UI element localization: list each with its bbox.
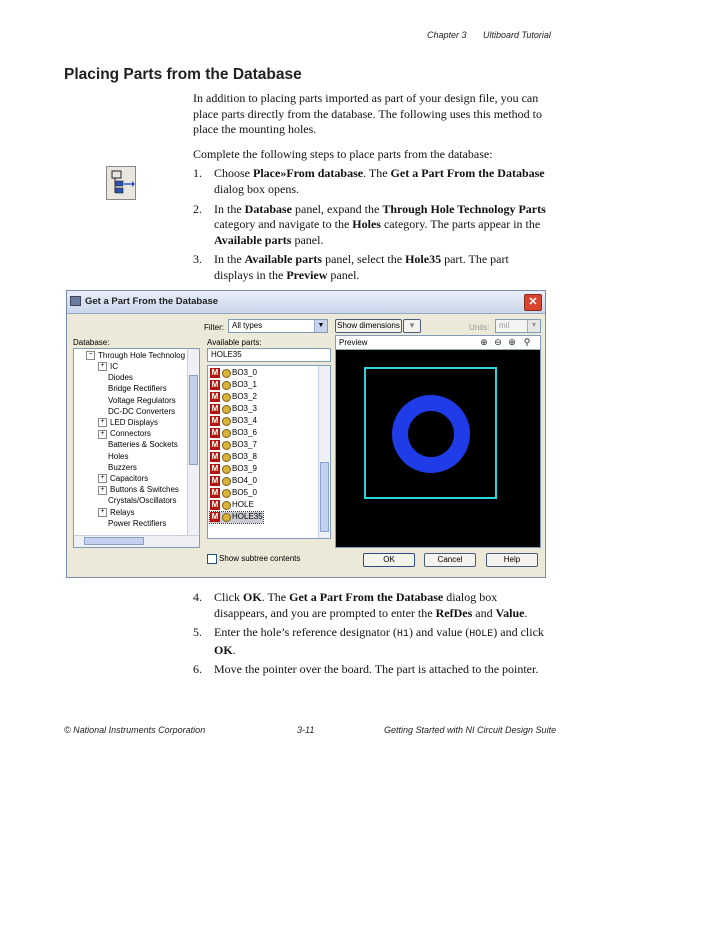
code-term: H1 xyxy=(396,629,409,641)
bold-term: Get a Part From the Database xyxy=(390,166,545,181)
step-number: 2. xyxy=(193,201,202,216)
tree-item-label: Power Rectifiers xyxy=(108,518,167,528)
tree-item[interactable] xyxy=(100,362,118,371)
step-item xyxy=(193,252,551,283)
step-number: 6. xyxy=(193,662,202,677)
step-text: ) and click xyxy=(493,625,544,640)
step-text: . The xyxy=(261,590,290,604)
part-row[interactable] xyxy=(210,500,254,511)
tree-scroll-thumb[interactable] xyxy=(189,375,198,465)
tree-item[interactable] xyxy=(108,440,178,449)
header-chapter: Chapter 3 xyxy=(427,30,467,40)
bold-term: Preview xyxy=(286,267,328,282)
preview-panel xyxy=(335,335,541,548)
bold-term: Place»From database xyxy=(253,166,364,181)
steps-block-b xyxy=(193,590,551,682)
steps-list-b xyxy=(193,590,551,678)
step-item xyxy=(193,166,551,197)
part-m-icon: M xyxy=(211,512,219,521)
footer-book-title: Getting Started with NI Circuit Design Suite xyxy=(384,725,557,735)
step-number: 1. xyxy=(193,166,202,181)
tree-item[interactable] xyxy=(108,384,167,393)
part-row[interactable] xyxy=(210,488,257,499)
tree-item[interactable] xyxy=(100,507,135,517)
tree-item[interactable] xyxy=(108,496,176,505)
part-row[interactable] xyxy=(210,452,257,463)
bold-term: Hole35 xyxy=(405,252,442,267)
part-m-icon: M xyxy=(211,500,219,509)
tree-item-label: LED Displays xyxy=(110,418,159,427)
bold-term: OK xyxy=(243,590,262,604)
expand-icon[interactable]: + xyxy=(98,486,107,495)
zoom-window-icon[interactable]: ⚲ xyxy=(523,337,531,347)
tree-item[interactable] xyxy=(100,429,151,439)
part-m-icon: M xyxy=(211,380,219,389)
tree-item-label: Batteries & Sockets xyxy=(108,440,178,450)
tree-item-label: Buzzers xyxy=(108,462,137,472)
tree-item[interactable] xyxy=(108,407,175,416)
units-chevron-icon: ▼ xyxy=(527,320,540,332)
header-book-title: Ultiboard Tutorial xyxy=(483,30,551,40)
part-m-icon: M xyxy=(211,440,219,449)
parts-vertical-scrollbar[interactable] xyxy=(318,366,330,538)
part-row[interactable] xyxy=(210,368,257,379)
part-row[interactable] xyxy=(210,392,257,403)
bold-term: RefDes xyxy=(435,605,473,620)
tree-item-label: IC xyxy=(110,362,118,371)
intro-block xyxy=(193,91,551,288)
part-row[interactable] xyxy=(210,476,257,487)
step-item xyxy=(193,590,551,621)
bold-term: OK xyxy=(214,642,233,657)
part-m-icon: M xyxy=(211,392,219,401)
step-text: dialog box opens. xyxy=(214,181,299,196)
step-text: Click xyxy=(214,590,243,604)
part-m-icon: M xyxy=(211,404,219,413)
part-name: BO3_0 xyxy=(232,368,257,378)
step-text: panel. xyxy=(327,267,360,282)
footprint-icon xyxy=(222,417,231,426)
show-subtree-checkbox[interactable] xyxy=(207,554,217,564)
show-dimensions-button[interactable]: Show dimensions xyxy=(335,319,402,333)
part-row[interactable] xyxy=(210,512,263,523)
step-text: panel, select the xyxy=(322,252,406,267)
step-text: Choose xyxy=(214,166,253,181)
footprint-icon xyxy=(222,405,231,414)
part-name: BO3_7 xyxy=(232,440,257,450)
part-search-value: HOLE35 xyxy=(211,350,242,359)
part-search-input[interactable] xyxy=(207,348,331,362)
step-number: 3. xyxy=(193,252,202,267)
show-dimensions-dropdown[interactable]: ▼ xyxy=(403,319,421,333)
tree-item-label: Bridge Rectifiers xyxy=(108,384,167,394)
footprint-icon xyxy=(222,381,231,390)
bold-term: Through Hole Technology Parts xyxy=(382,201,546,216)
expand-icon[interactable]: + xyxy=(98,508,107,517)
collapse-icon[interactable]: − xyxy=(86,351,95,360)
parts-scroll-thumb[interactable] xyxy=(320,462,329,532)
filter-select[interactable] xyxy=(228,319,328,333)
tree-item[interactable] xyxy=(108,396,176,405)
tree-item-label: Crystals/Oscillators xyxy=(108,496,177,506)
step-text: In the xyxy=(214,252,245,267)
tree-item[interactable] xyxy=(108,463,137,472)
step-text: panel. xyxy=(291,232,324,247)
zoom-fit-icon[interactable]: ⊕ xyxy=(508,337,516,347)
tree-item-label: Buttons & Switches xyxy=(110,485,179,495)
preview-header xyxy=(336,336,540,350)
tree-horizontal-scrollbar[interactable] xyxy=(74,535,199,547)
step-text: dialog box disappears, and you are prompted to enter the xyxy=(214,590,498,620)
database-label: Database: xyxy=(73,338,110,347)
available-parts-label: Available parts: xyxy=(207,338,262,347)
expand-icon[interactable]: + xyxy=(98,362,107,371)
help-button[interactable]: Help xyxy=(486,553,538,567)
tree-item[interactable] xyxy=(100,418,159,427)
database-app-icon xyxy=(70,296,81,306)
footer-copyright: © National Instruments Corporation xyxy=(64,725,206,735)
step-number: 4. xyxy=(193,590,202,604)
part-m-icon: M xyxy=(211,368,219,377)
available-parts-list[interactable] xyxy=(207,365,331,539)
part-m-icon: M xyxy=(211,452,219,461)
tree-item[interactable] xyxy=(100,474,149,483)
footprint-icon xyxy=(222,513,231,522)
tree-item-label: Voltage Regulators xyxy=(108,395,176,405)
step-item xyxy=(193,202,551,249)
units-value: mil xyxy=(499,321,510,330)
part-row[interactable] xyxy=(210,416,257,427)
units-label: Units: xyxy=(469,323,490,332)
tree-vertical-scrollbar[interactable] xyxy=(187,349,199,537)
filter-label: Filter: xyxy=(204,323,224,332)
part-row[interactable] xyxy=(210,440,257,451)
tree-item[interactable] xyxy=(100,485,179,495)
tree-item[interactable] xyxy=(108,452,128,461)
footprint-icon xyxy=(222,393,231,402)
tree-item-label: Holes xyxy=(108,451,129,461)
dialog-title-bar xyxy=(67,291,545,314)
step-text: . xyxy=(524,605,528,620)
zoom-in-icon[interactable]: ⊕ xyxy=(480,337,488,347)
code-term: HOLE xyxy=(469,629,494,641)
tree-item-label: Connectors xyxy=(110,429,151,439)
step-text: . The xyxy=(363,166,391,181)
part-name: BO3_8 xyxy=(232,452,257,462)
cancel-button[interactable]: Cancel xyxy=(424,553,476,567)
part-name: BO3_2 xyxy=(232,392,257,402)
intro-paragraph: In addition to placing parts imported as part of your design file, you can place parts directly from the database. The following uses this method to place the mounting holes. xyxy=(193,91,543,137)
bold-term: Get a Part From the Database xyxy=(289,590,444,604)
step-text: In the xyxy=(214,201,245,216)
section-title: Placing Parts from the Database xyxy=(64,66,302,83)
tree-item[interactable] xyxy=(108,373,133,382)
hole35-footprint-preview xyxy=(336,350,540,547)
bold-term: Database xyxy=(244,201,292,216)
tree-root[interactable] xyxy=(86,351,185,360)
footer-page-number: 3-11 xyxy=(297,725,315,735)
bold-term: Available parts xyxy=(244,252,323,267)
part-row[interactable] xyxy=(210,380,257,391)
steps-list-a xyxy=(193,166,551,283)
footprint-icon xyxy=(222,501,231,510)
part-row[interactable] xyxy=(210,404,257,415)
footprint-icon xyxy=(222,465,231,474)
step-text: . xyxy=(232,642,236,657)
expand-icon[interactable]: + xyxy=(98,418,107,427)
footprint-icon xyxy=(222,489,231,498)
part-m-icon: M xyxy=(211,476,219,485)
show-subtree-label: Show subtree contents xyxy=(219,554,301,564)
part-name: BO3_4 xyxy=(232,416,257,426)
step-text: ) and value ( xyxy=(408,625,470,640)
part-name: BO3_6 xyxy=(232,428,257,438)
part-m-icon: M xyxy=(211,416,219,425)
database-tree[interactable] xyxy=(73,348,200,548)
step-item xyxy=(193,662,551,678)
part-name: BO3_9 xyxy=(232,464,257,474)
footprint-icon xyxy=(222,477,231,486)
tree-item[interactable] xyxy=(108,519,166,528)
footprint-icon xyxy=(222,441,231,450)
footprint-icon xyxy=(222,369,231,378)
step-text: category. The parts appear in the xyxy=(380,217,541,232)
show-subtree-option[interactable] xyxy=(207,554,300,564)
ok-button[interactable]: OK xyxy=(363,553,415,567)
part-m-icon: M xyxy=(211,488,219,497)
lead-paragraph: Complete the following steps to place parts from the database: xyxy=(193,146,493,161)
bold-term: Value xyxy=(495,605,525,620)
footprint-icon xyxy=(222,453,231,462)
step-text: panel, expand the xyxy=(292,201,383,216)
part-row[interactable] xyxy=(210,464,257,475)
part-m-icon: M xyxy=(211,428,219,437)
zoom-out-icon[interactable]: ⊖ xyxy=(494,337,502,347)
part-name: BO5_0 xyxy=(232,488,257,498)
tree-item-label: Relays xyxy=(110,507,135,517)
filter-value: All types xyxy=(232,321,263,330)
expand-icon[interactable]: + xyxy=(98,430,107,439)
step-text: Enter the hole’s reference designator ( xyxy=(214,625,397,640)
part-name: BO3_3 xyxy=(232,404,257,414)
part-name: HOLE35 xyxy=(232,512,263,522)
part-row[interactable] xyxy=(210,428,257,439)
part-name: BO3_1 xyxy=(232,380,257,390)
tree-root-label: Through Hole Technolog xyxy=(98,351,186,360)
step-text: part. The part displays in the xyxy=(214,252,509,282)
footprint-icon xyxy=(222,429,231,438)
part-name: HOLE xyxy=(232,500,254,510)
tree-item-label: DC-DC Converters xyxy=(108,406,176,416)
step-item xyxy=(193,625,551,658)
dialog-title: Get a Part From the Database xyxy=(85,296,219,307)
tree-item-label: Capacitors xyxy=(110,474,149,483)
step-text: Move the pointer over the board. The part is attached to the pointer. xyxy=(214,662,539,677)
preview-label: Preview xyxy=(339,338,368,347)
chevron-down-icon: ▼ xyxy=(314,320,327,332)
close-button[interactable]: ✕ xyxy=(524,294,542,311)
get-part-dialog xyxy=(66,290,546,578)
part-m-icon: M xyxy=(211,464,219,473)
expand-icon[interactable]: + xyxy=(98,474,107,483)
place-from-database-icon xyxy=(106,166,136,200)
tree-hscroll-thumb[interactable] xyxy=(84,537,144,545)
units-select[interactable] xyxy=(495,319,541,333)
bold-term: Holes xyxy=(352,217,381,232)
step-text: category and navigate to the xyxy=(214,217,353,232)
tree-item-label: Diodes xyxy=(108,373,133,383)
part-name: BO4_0 xyxy=(232,476,257,486)
step-text: and xyxy=(472,605,496,620)
bold-term: Available parts xyxy=(214,232,292,247)
step-number: 5. xyxy=(193,625,202,640)
